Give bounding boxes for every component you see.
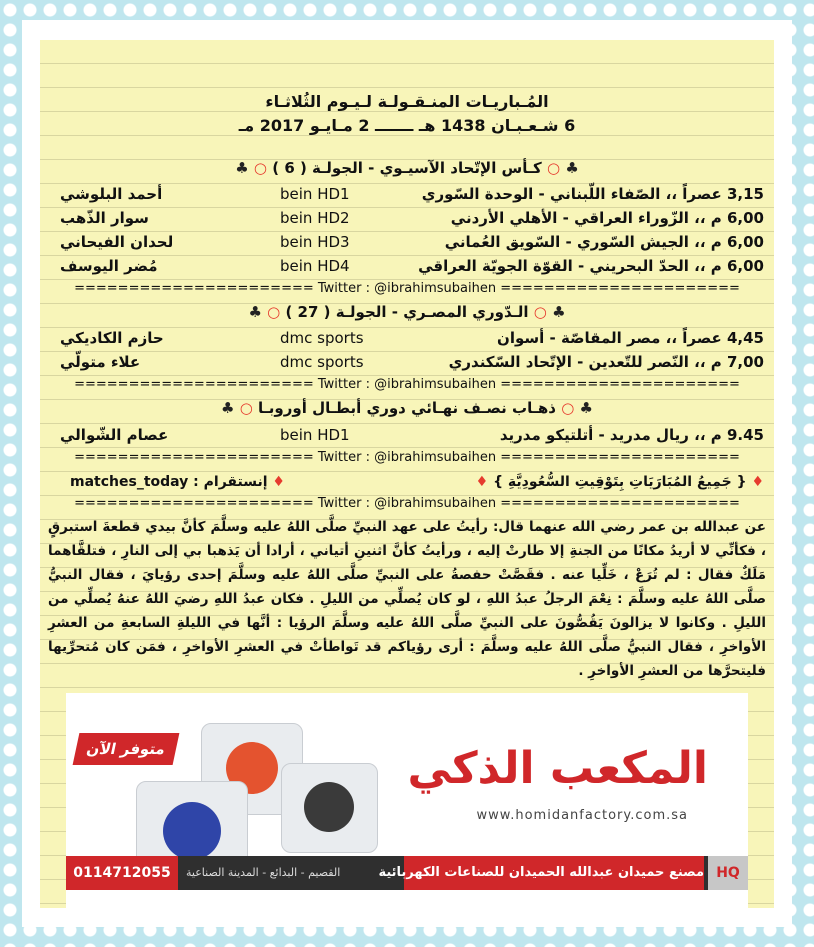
lined-paper xyxy=(40,40,774,908)
club-suit-icon: ♣ xyxy=(248,303,262,321)
match-row: 9.45 م ،، ريال مدريد - أتلتيكو مدريد bein HD1 عصام الشّوالي xyxy=(60,426,764,444)
socket-icon xyxy=(304,782,354,832)
match-row: 6,00 م ،، الحدّ البحريني - القوّة الجويّة العراقي bein HD4 مُضر اليوسف xyxy=(60,257,764,275)
club-suit-icon: ♣ xyxy=(579,399,593,417)
hadith-text: عن عبدالله بن عمر رضي الله عنهما قال: رأيتُ على عهد النبيِّ صلَّى اللهُ عليه وسلَّمَ كأنَّ بيدي قطعةَ استبرقٍ ، فكأنِّي لا أريدُ مكانًا من الجنةِ إلا طارتْ إليه ، ورأيتُ كأنَّ اثنينِ أتياني ، أرادا أن يَذهبا بي إلى النارِ ، فتلقَّاهما مَلَكٌ فقال : لم تُرَعْ ، خَلِّيا عنه . فقَصَّتْ حفصةُ على النبيِّ صلَّى اللهُ عليه وسلَّمَ إحدى رؤيايَ ، فقال النبيُّ صلَّى اللهُ عليه وسلَّمَ : نِعْمَ الرجلُ عبدُ اللهِ ، لو كان يُصلِّي من الليلِ . فكان عبدُ اللهِ رضيَ اللهُ عنهُ يُصلِّي من الليلِ . وكانوا لا يزالونَ يَقُصُّونَ على النبيِّ صلَّى اللهُ عليه وسلَّمَ الرؤيا : أنَّها في الليلةِ السابعةِ من العشرِ الأواخرِ ، فقال النبيُّ صلَّى اللهُ عليه وسلَّمَ : أرى رؤياكم قد تَواطأتْ في العشرِ الأواخرِ ، فمَن كان مُتحرِّيها فليتحرَّها من العشرِ الأواخرِ . xyxy=(48,519,766,679)
ad-title: المكعب الذكي xyxy=(407,743,708,794)
info-row xyxy=(40,472,774,496)
match-row: 7,00 م ،، النّصر للتّعدين - الإتّحاد السّكندري dmc sports علاء متولّي xyxy=(60,353,764,371)
club-suit-icon: ♣ xyxy=(552,303,566,321)
club-suit-icon: ♣ xyxy=(565,159,579,177)
ad-footer-bar xyxy=(66,856,748,890)
socket-icon xyxy=(163,802,221,860)
red-diamond-icon: ♦ xyxy=(272,474,285,490)
red-ring-icon: ○ xyxy=(267,303,281,321)
available-now-badge: متوفر الآن xyxy=(73,733,180,765)
twitter-separator: ====================== Twitter : @ibrahimsubaihen ====================== xyxy=(74,377,740,392)
red-ring-icon: ○ xyxy=(253,159,267,177)
ad-url[interactable]: www.homidanfactory.com.sa xyxy=(476,808,688,823)
match-row: 3,15 عصراً ،، الصّفاء اللّبناني - الوحدة السّوري bein HD1 أحمد البلوشي xyxy=(60,185,764,203)
red-ring-icon: ○ xyxy=(533,303,547,321)
section-title-egypt: ♣ ○ الـدّوري المصـري - الجولـة ( 27 ) ○ ♣ xyxy=(248,303,566,321)
section-title-afc: ♣ ○ كـأس الإتّحاد الآسيـوي - الجولـة ( 6 ) ○ ♣ xyxy=(235,159,579,177)
advertisement xyxy=(66,693,748,908)
factory-logo-icon: HQ xyxy=(708,856,748,890)
red-ring-icon: ○ xyxy=(546,159,561,177)
twitter-separator: ====================== Twitter : @ibrahimsubaihen ====================== xyxy=(74,281,740,296)
section-title-ucl: ♣ ○ ذهـاب نصـف نهـائي دوري أبطـال أوروبـا ○ ♣ xyxy=(221,399,593,417)
club-suit-icon: ♣ xyxy=(221,399,235,417)
red-diamond-icon: ♦ xyxy=(751,474,764,490)
match-row: 6,00 م ،، الجيش السّوري - السّويق العُماني bein HD3 لحدان الفيحاني xyxy=(60,233,764,251)
red-diamond-icon: ♦ xyxy=(475,474,489,490)
twitter-separator: ====================== Twitter : @ibrahimsubaihen ====================== xyxy=(74,496,740,511)
red-ring-icon: ○ xyxy=(239,399,253,417)
factory-name: مصنع حميدان عبدالله الحميدان للصناعات الكهربائية xyxy=(404,856,704,890)
twitter-separator: ====================== Twitter : @ibrahimsubaihen ====================== xyxy=(74,450,740,465)
saudi-time-note: ♦ { جَمِيعُ المُبَارَيَاتِ بِتَوْقِيتِ السُّعُودِيَّةِ } ♦ xyxy=(475,474,764,490)
red-ring-icon: ○ xyxy=(561,399,575,417)
phone-number: 0114712055 xyxy=(66,856,178,890)
match-row: 4,45 عصراً ،، مصر المقاصّة - أسوان dmc sports حازم الكاديكي xyxy=(60,329,764,347)
date-line: 6 شـعـبـان 1438 هـ ـــــــ 2 مـايـو 2017 مـ xyxy=(238,116,576,135)
instagram-handle: ♦ إنستقرام : matches_today xyxy=(70,474,285,490)
factory-location: القصيم - البدائع - المدينة الصناعية xyxy=(186,866,341,879)
page-title: المُـباريـات المنـقـولـة لـيـوم الثُلاثـاء xyxy=(265,92,549,111)
club-suit-icon: ♣ xyxy=(235,159,249,177)
match-row: 6,00 م ،، الزّوراء العراقي - الأهلي الأردني bein HD2 سوار الذّهب xyxy=(60,209,764,227)
power-cube-image xyxy=(281,763,378,853)
